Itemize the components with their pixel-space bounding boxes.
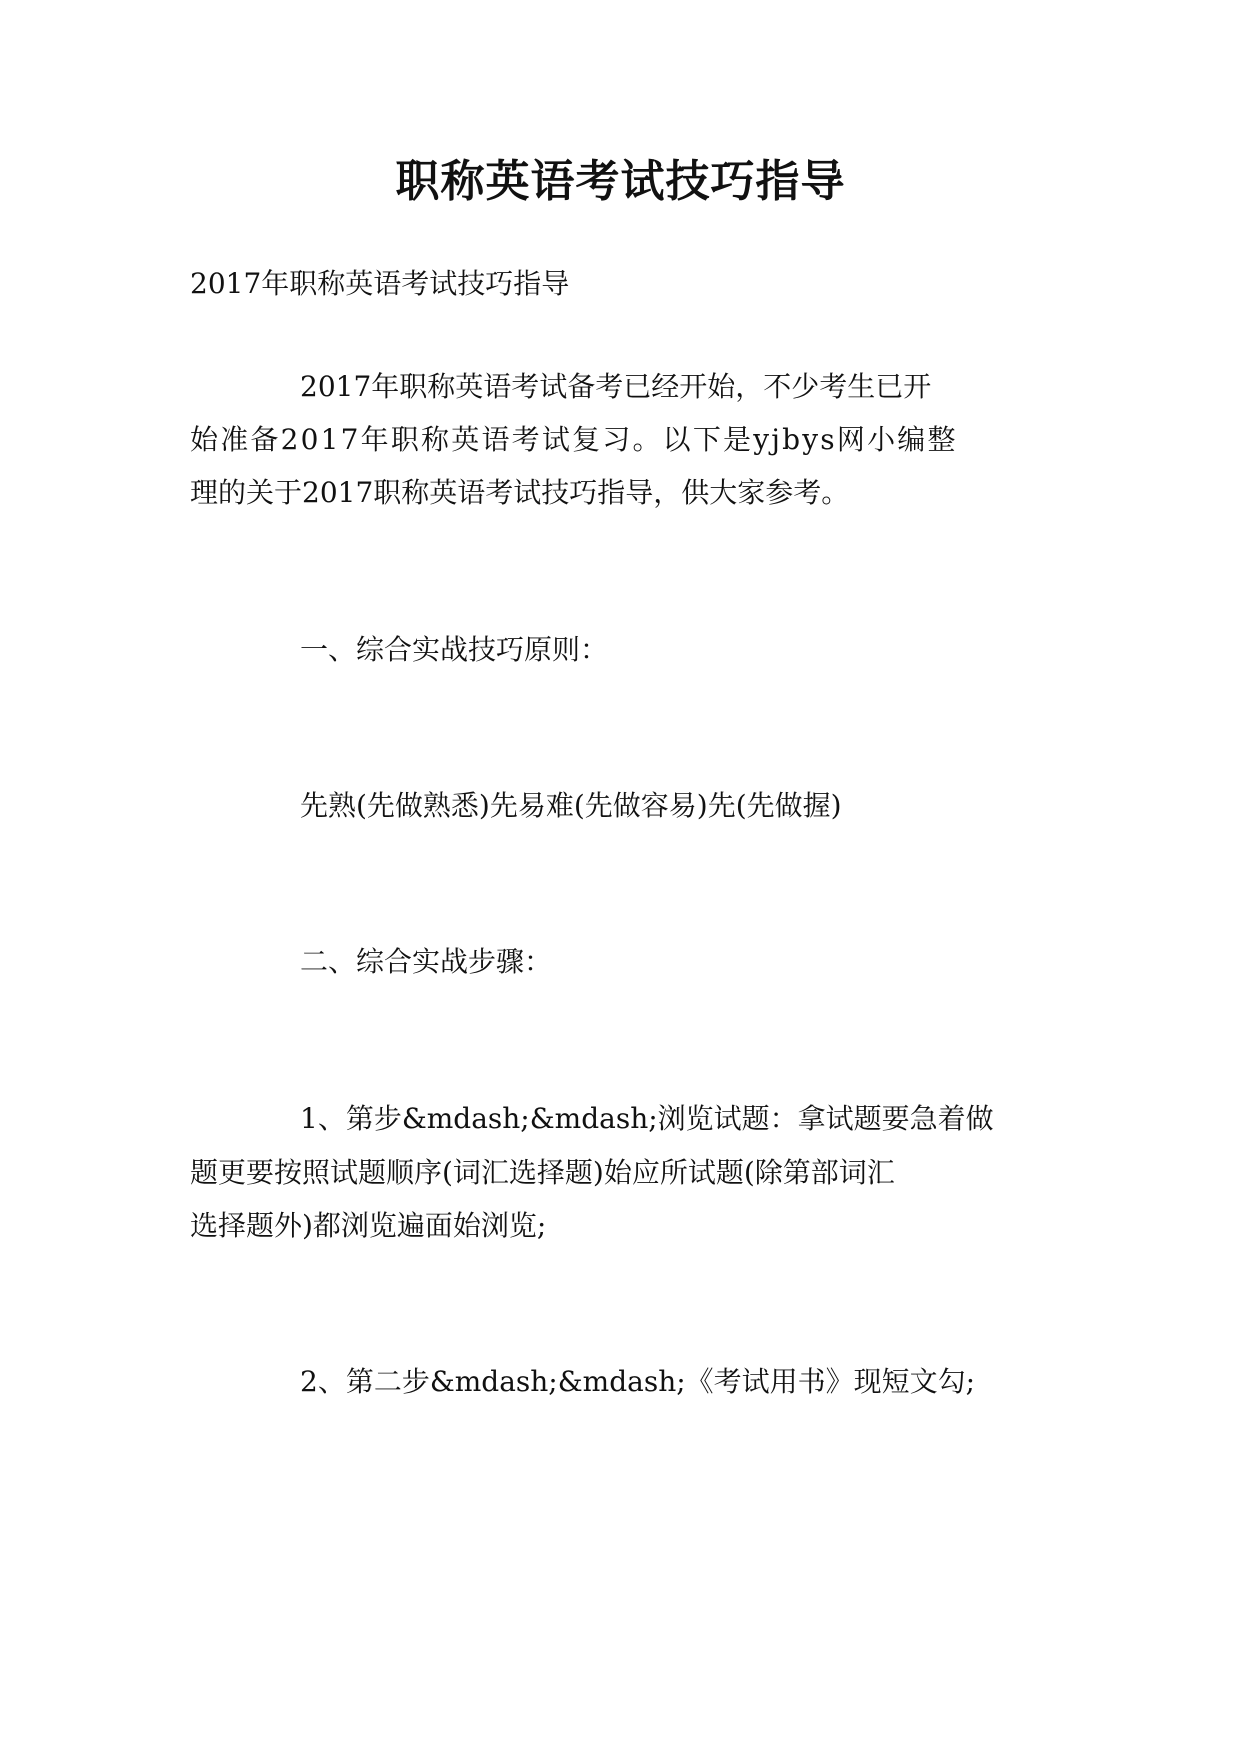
intro-line-1: 2017年职称英语考试备考已经开始，不少考生已开: [300, 370, 932, 403]
intro-line-2: 始准备2017年职称英语考试复习。以下是yjbys网小编整: [190, 423, 958, 456]
intro-line-3: 理的关于2017职称英语考试技巧指导，供大家参考。: [190, 476, 850, 509]
section2-heading: 二、综合实战步骤：: [300, 945, 553, 978]
section1-heading: 一、综合实战技巧原则：: [300, 633, 609, 666]
document-title: 职称英语考试技巧指导: [395, 156, 846, 207]
step1-line-1: 1、第步&mdash;&mdash;浏览试题：拿试题要急着做: [300, 1102, 994, 1135]
step2-text: 2、第二步&mdash;&mdash;《考试用书》现短文勾;: [300, 1365, 976, 1398]
section1-text: 先熟(先做熟悉)先易难(先做容易)先(先做握): [300, 789, 842, 822]
document-subtitle: 2017年职称英语考试技巧指导: [190, 267, 570, 300]
step1-line-2: 题更要按照试题顺序(词汇选择题)始应所试题(除第部词汇: [190, 1156, 895, 1189]
step1-line-3: 选择题外)都浏览遍面始浏览;: [190, 1209, 547, 1242]
